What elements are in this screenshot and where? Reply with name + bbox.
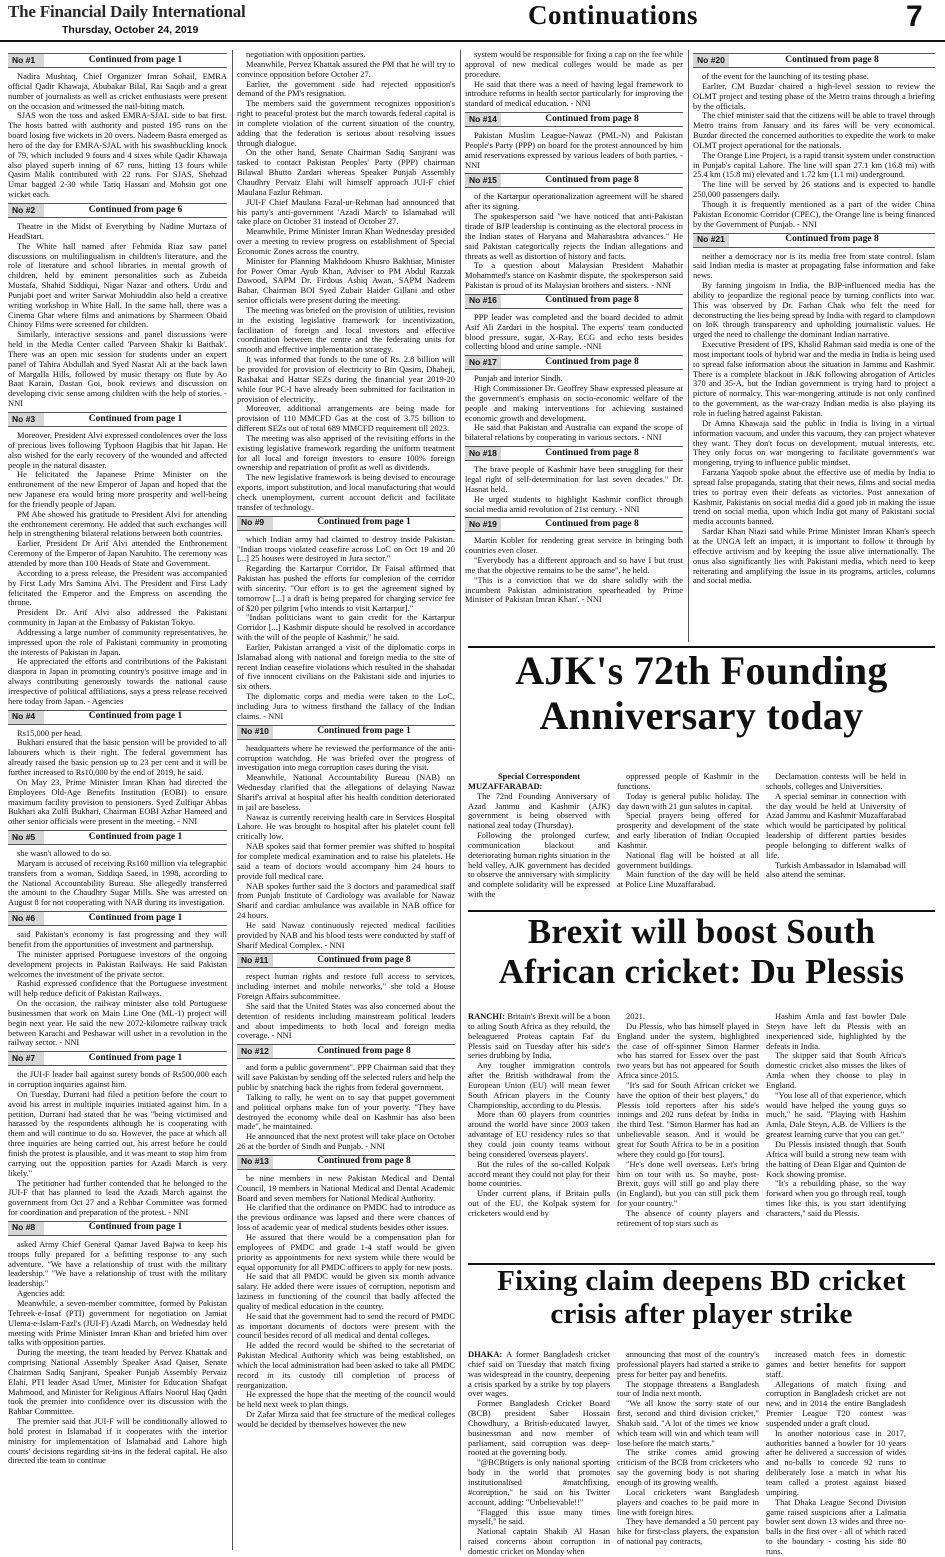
continuation-number: No #12 <box>237 1045 273 1058</box>
headline-line: Brexit will boost South <box>527 912 876 951</box>
continuation-bar <box>465 173 683 188</box>
paragraph: She said that the United States was also concerned about the detention of residents including mainstream political leaders and about impediments to both local and foreign media coverage. - NNI <box>237 1000 455 1041</box>
headline-line: Anniversary today <box>539 693 864 739</box>
paragraph: "Flagged this issue many times myself," he said. <box>468 1506 610 1527</box>
paragraph: More than 60 players from countries around the world have since 2003 taken advantage of EU residency rules so that they could join county teams without being considered 'overseas players'. <box>468 1109 610 1159</box>
headline-line: crisis after player strike <box>550 1297 853 1330</box>
paragraph: "It's a rebuilding phase, so the way forward when you go through real, tough times like this, is you start identifying characters," said du Plessis. <box>766 1178 906 1218</box>
paragraph-text: Britain's Brexit will be a boon to ailing South Africa as they rebuild, the beleaguered Proteas captain Faf du Plessis said on Tuesday after his side's series drubbing by India. <box>468 1011 610 1061</box>
paragraph: Though it is frequently mentioned as a part of the wider China Pakistan Economic Corridor (CPEC), the Orange line is being financed by the Government of Punjab. - NNI <box>693 198 935 229</box>
continued-from-label: Continued from page 8 <box>317 1156 411 1167</box>
paragraph: He announced that the next protest will take place on October 26 at the border of Sindh and Punjab. - NNI <box>237 1131 455 1152</box>
paragraph: Declamation contests will be held in schools, colleges and Universities. <box>766 771 906 791</box>
paragraph: He said that Pakistan and Australia can expand the scope of bilateral relations by cooperating in various sectors. - NNI <box>465 422 683 443</box>
continuation-number: No #19 <box>465 518 501 531</box>
paragraph: SJAS won the toss and asked EMRA-SJAL side to bat first. The hosts batted with authority and posted 195 runs on the board losing five wickets in 20 overs. Nadeem Basra emerged as hero of the day for EMRA-SJAL with his swashbuckling knock of 79, which included 9 fours and 4 sixes while Qadir Khawaja also played superb inning of 67 runs, hitting 13 fours while Qasim Malik contributed with 22 runs. For SJAS, Shehzad Umar bagged 2-30 while Tariq Hassan and Mohsin got one wicket each. <box>8 110 227 200</box>
continued-from-label: Continued from page 1 <box>88 711 183 722</box>
bd-col-2 <box>617 1350 759 1550</box>
paragraph: the JUI-F leader bail against surety bonds of Rs500,000 each in corruption inquiries against him. <box>8 1069 227 1090</box>
paragraph: But the rules of the so-called Kolpak accord meant they could not play for their home countries. <box>468 1158 610 1189</box>
paragraph: Meanwhile, Pervez Khattak assured the PM that he will try to convince opposition before October 27. <box>237 58 455 79</box>
continuation-number: No #15 <box>465 174 501 187</box>
paragraph: 2021. <box>626 1011 645 1021</box>
continued-from-label: Continued from page 8 <box>545 518 639 529</box>
paragraph: He assured that there would be a compensation plan for employees of PMDC and grade 1-4 staff would be given priority as appointments for next system while there would be equal opportunity for all PMDC officers to apply for new posts. <box>237 1231 455 1272</box>
paragraph: PPP leader was completed and the board decided to admit Asif Ali Zardari in the hospital. The experts' team conducted blood pressure, sugar, X-Ray, ECG and echo tests besides collecting blood and urine sample. -NNI <box>465 311 683 352</box>
paragraph: He said Nawaz continuously rejected medical facilities provided by NAB and his blood tests were conducted by staff of Sharif Medical Complex. - NNI <box>237 919 455 950</box>
column-divider <box>460 50 461 1550</box>
dateline: DHAKA: <box>468 1349 503 1359</box>
column-divider <box>232 50 233 1550</box>
paragraph: "We all know the sorry state of our first, second and third division cricket," Shakib said. "A lot of the times we know which team will win and which team will lose before the match starts." <box>617 1398 759 1448</box>
paragraph: The meeting was briefed on the provision of utilities, revision in the existing legislative framework for incentivization, facilitation of foreign and local investors and effective coordination between the centre and the federating units for smooth and effective implementation strategy. <box>237 304 455 355</box>
continuation-bar <box>8 1051 227 1066</box>
paragraph: Earlier, Pakistan arranged a visit of the diplomatic corps in Islamabad along with national and foreign media to the site of recent Indian ceasefire violations which resulted in the shahadat of five innocent civilians on the Pakistani side and injuries to six others. <box>237 641 455 692</box>
paragraph: Nawaz is currently receiving health care in Services Hospital Lahore. He was brought to hospital after his platelet count fell critically low. <box>237 811 455 842</box>
paragraph: Today is general public holiday. The day dawn with 21 gun salutes in capital. <box>617 790 759 811</box>
continued-from-label: Continued from page 1 <box>88 54 183 65</box>
section-title: Continuations <box>528 0 699 30</box>
paragraph: announcing that most of the country's professional players had started a strike to press for better pay and benefits. <box>617 1349 759 1379</box>
ajk-col-2 <box>617 772 759 907</box>
paragraph: On May 23, Prime Minister Imran Khan had directed the Employees Old-Age Benefits Institution (EOBI) to ensure maximum facility provision to pensioners. Syed Zulfiqar Abbas Bukhari aka Zulfi Bukhari, Chairman EOBI Azhar Hameed and other senior officials were present in the meeting. - NNI <box>8 776 227 827</box>
paragraph: He urged students to highlight Kashmir conflict through social media amid revolution of 21st century. - NNI <box>465 493 683 514</box>
paragraph: The spokesperson said "we have noticed that anti-Pakistan tirade of BJP leadership is continuing as the electoral process in the Indian states of Haryana and Maharashtra advances." He said Pakistan categorically rejects the Indian allegations and threats as well as distortion of history and facts. <box>465 211 683 261</box>
paragraph: which Indian army had claimed to destroy inside Pakistan. "Indian troops violated ceasefire across LoC on Oct 19 and 20 [...] 25 houses were destroyed in Jura sector." <box>237 533 455 564</box>
paragraph: In another notorious case in 2017, authorities banned a bowler for 10 years after he delivered a succession of wides and no-balls to concede 92 runs to deliberately lose a match in what his team called a protest against biased umpiring. <box>766 1427 906 1497</box>
masthead-rule <box>0 40 945 42</box>
paragraph: Dr Amna Khawaja said the public in India is living in a virtual information vacuum, and under this vacuum, they can project whatever they want. They don't focus on development, mutual interests, etc. They only focus on war mongering to facilitate government's war mongering, trying to influence public mindset. <box>693 417 935 468</box>
continued-from-label: Continued from page 8 <box>545 356 639 367</box>
paragraph: Following the prolonged curfew, communication blackout and deteriorating human rights situation in the held valley, AJK government has decided to observe the anniversary with simplicity and complete solidarity will be expressed with the <box>468 830 610 900</box>
continuation-number: No #17 <box>465 356 501 369</box>
paragraph: NAB spokes further said the 3 doctors and paramedical staff from Punjab Institute of Cardiology was available for Nawaz Sharif and cardiac ambulance was available in NAB office for 24 hours. <box>237 880 455 921</box>
continuation-bar <box>237 1044 455 1059</box>
paragraph: The minister apprised Portuguese investors of the ongoing development projects in Pakistan Railways. He said Pakistan welcomes the investment of the private sector. <box>8 948 227 979</box>
headline-bd <box>468 1263 935 1347</box>
paragraph: Similarly, interactive sessions and panel discussions were held in the Media Center called 'Parveen Shakir ki Baithak'. There was an open mic session for students under an expert panel of Tahira Abdullah and Syed Nasrat Ali at the back lawn of Margalla Hills, followed by music therapy on flute by Ao Baat Karain, Dastan Goi, book reviews and discussion on developing civic sense among children with the help of stories. -NNI <box>8 329 227 409</box>
headline-line: African cricket: Du Plessis <box>498 951 905 991</box>
paragraph: Minister for Planning Makhdoom Khusro Bakhtiar, Minister for Power Omar Ayub Khan, Adviser to PM Abdul Razzak Dawood, SAPM Dr. Firdous Ashiq Awan, SAPM Nadeem Babar, Chairman BOI Syed Zubair Haider Gillani and other senior officials were present during the meeting. <box>237 255 455 306</box>
paragraph: Earlier, President Dr Arif Alvi attended the Enthronement Ceremony of the Emperor of Japan Naruhito. The ceremony was attended by more than 100 Heads of State and Government. <box>8 538 227 568</box>
paragraph: Earlier, CM Buzdar chaired a high-level session to review the OLMT project and testing phase of the Metro trains through a briefing by the officials. <box>693 80 935 111</box>
continuation-number: No #8 <box>8 1222 44 1235</box>
paragraph: Special prayers being offered for prosperity and development of the state and early liberation of Indian Occupied Kashmir. <box>617 810 759 850</box>
paragraph: Meanwhile, a seven-member committee, formed by Pakistan Tehreek-e-Insaf (PTI) government for negotiation on Jamiat Ulema-e-Islam-Fazl's (JUI-F) Azadi March, on Wednesday held meeting with Prime Minister Imran Khan and briefed him over talks with opposition parties. <box>8 1297 227 1348</box>
continued-from-label: Continued from page 8 <box>317 954 411 965</box>
paragraph: Pakistan Muslim League-Nawaz (PML-N) and Pakistan People's Party (PPP) on board for the protest announced by him amid reservations expressed by various leaders of both parties. - NNI <box>465 130 683 170</box>
column-4 <box>693 50 935 642</box>
paragraph: Turkish Ambassador in Islamabad will also attend the seminar. <box>766 859 906 880</box>
paragraph: A special seminar in connection with the day would be held at University of Azad Jammu and Kashmir Muzaffarabad which would be participated by political leadership of different parties besides people belonging to different walks of life. <box>766 790 906 860</box>
continued-from-label: Continued from page 8 <box>545 113 639 124</box>
continuation-bar <box>465 517 683 532</box>
continued-from-label: Continued from page 8 <box>785 234 879 245</box>
paragraph: headquarters where he reviewed the performance of the anti-corruption watchdog. He was briefed over the progress of investigation into mega corruption cases during the visit. <box>237 742 455 773</box>
paragraph: The new legislative framework is being devised to encourage exports, import substitution, and local manufacturing that would check unemployment, current account deficit and facilitate transfer of technology. <box>237 472 455 512</box>
continued-from-label: Continued from page 1 <box>88 413 183 424</box>
paper-name: The Financial Daily International <box>8 2 246 21</box>
paragraph: On the other hand, Senate Chairman Sadiq Sanjrani was tasked to contact Pakistan Peoples' Party (PPP) chairman Bilawal Bhutto Zardari whereas Speaker Punjab Assembly Chaudhry Pervaiz Elahi will himself approach JUI-F chief Maulana Fazlur Rehman. <box>237 147 455 197</box>
bd-col-1 <box>468 1349 610 1556</box>
paragraph: The absence of county players and retirement of top stars such as <box>617 1207 759 1228</box>
paragraph: Punjab and interior Sindh. <box>474 373 563 384</box>
continuation-bar <box>8 1221 227 1236</box>
paragraph: Allegations of match fixing and corruption in Bangladesh cricket are not new, and in 2014 the entire Bangladesh Premier League T20 contest was suspended under a graft cloud. <box>766 1378 906 1428</box>
paragraph <box>468 1350 610 1399</box>
continuation-number: No #18 <box>465 447 501 460</box>
paragraph: The line will be served by 26 stations and is expected to handle 250,000 passengers daily. <box>693 179 935 200</box>
continuation-number: No #14 <box>465 113 501 126</box>
continuation-number: No #1 <box>8 54 44 67</box>
column-1 <box>8 50 227 1550</box>
continued-from-label: Continued from page 8 <box>545 447 639 458</box>
continuation-bar <box>237 725 455 740</box>
paragraph: Meanwhile, Prime Minister Imran Khan Wednesday presided over a meeting to review progress on establishment of Special Economic Zones across the country. <box>237 226 455 256</box>
paragraph: He said that there was a need of having legal framework to introduce reforms in health sector particularly for improving the standard of medical education. - NNI <box>465 78 683 109</box>
ajk-col-1 <box>468 772 610 907</box>
continuation-number: No #11 <box>237 954 273 967</box>
continuation-number: No #13 <box>237 1156 273 1169</box>
paragraph: Rs15,000 per head. <box>17 727 83 738</box>
paragraph: said Pakistan's economy is fast progressing and they will benefit from the opportunities of investment and partnership. <box>8 929 227 949</box>
continued-from-label: Continued from page 1 <box>88 912 183 923</box>
issue-date: Thursday, October 24, 2019 <box>62 24 199 36</box>
paragraph: Earlier, the government side had rejected opposition's demand of the PM's resignation. <box>237 78 455 99</box>
paragraph: she wasn't allowed to do so. <box>17 848 112 859</box>
paragraph: Farzana Yaqoob spoke about the effective use of media by India to spread false propaganda, stating that their news, films and social media tries to portray even their defeats as victories. Post annexation of Kashmir, Pakistanis on social media did a good job in making the issue trend on social media, upon which India got many of Pakistani social media accounts banned. <box>693 467 935 527</box>
paragraph: oppressed people of Kashmir in the functions. <box>617 771 759 791</box>
paragraph: National captain Shakib Al Hasan raised concerns about corruption in domestic cricket on Monday when <box>468 1526 610 1556</box>
continuation-number: No #2 <box>8 204 44 217</box>
paragraph: The strike comes amid growing criticism of the BCB from cricketers who say the governing body is not sharing enough of its growing wealth. <box>617 1447 759 1487</box>
paragraph: "Everybody has a different approach and so have I but trust me that the objective remains to be the same", he held. <box>465 555 683 575</box>
paragraph: He felicitated the Japanese Prime Minister on the enthronement of the new Emperor of Japan and hoped that the new Japanese era would bring more prosperity and well-being for the friendly people of Japan. <box>8 469 227 509</box>
continuation-bar <box>237 516 455 531</box>
continued-from-label: Continued from page 1 <box>88 1052 183 1063</box>
paragraph: be nine members in new Pakistan Medical and Dental Council, 19 members in National Medical and Dental Academic Board and seven members for National Medical Authority. <box>237 1172 455 1203</box>
paragraph: asked Army Chief General Qamar Javed Bajwa to keep his troops fully prepared for a befitting response to any such adventure. "We have a relationship of trust with the military leadership." "We have a relationship of trust with the military leadership." <box>8 1238 227 1289</box>
paragraph: Local cricketers want Bangladesh players and coaches to be paid more in line with foreign hires. <box>617 1486 759 1517</box>
paragraph: The brave people of Kashmir have been struggling for their legal right of self-determination for last seven decades." Dr. Hasnat held. <box>465 464 683 494</box>
continuation-number: No #16 <box>465 295 501 308</box>
paragraph: He added the record would be shifted to the secretariat of Pakistan Medical Authority which was being established, on which the local administration had been asked to take all PMDC record in its custody till completion of process of reorganization. <box>237 1340 455 1390</box>
paragraph: of the Kartarpur operationalization agreement will be shared after its signing. <box>465 191 683 212</box>
paragraph: Agencies add: <box>17 1288 66 1299</box>
paragraph: The premier said that JUI-F will be conditionally allowed to hold protest in Islamabad if it cooperates with the interior ministry for implementation of Islamabad and Lahore high courts' decisions regarding sit-ins in the federal capital. He also directed the team to continue <box>8 1416 227 1466</box>
paragraph: The stoppage threatens a Bangladesh tour of India next month. <box>617 1378 759 1399</box>
headline-brexit <box>468 910 935 1010</box>
continuation-bar <box>8 710 227 725</box>
paragraph: He clarified that the ordinance on PMDC had to introduce as the previous ordinance was lapsed and there were chances of loss of academic year of medical students besides other issues. <box>237 1202 455 1233</box>
paragraph: To a question about Malaysian President Mahathir Mohammed's stance on Kashmir dispute, the spokesperson said Pakistan is proud of its Malaysian brothers and sisters. - NNI <box>465 260 683 291</box>
continuation-bar <box>465 112 683 127</box>
paragraph: They have demanded a 50 percent pay hike for first-class players, the expansion of national pay contracts, <box>617 1516 759 1547</box>
column-2 <box>237 50 455 1550</box>
continuation-bar <box>237 1155 455 1170</box>
continued-from-label: Continued from page 1 <box>317 517 411 528</box>
brexit-col-2 <box>617 1012 759 1258</box>
paragraph: respect human rights and restore full access to services, including internet and mobile networks," she told a House Foreign Affairs subcommittee. <box>237 971 455 1002</box>
continuation-number: No #4 <box>8 711 44 724</box>
paragraph: and form a public government". PPP Chairman said that they will save Pakistan by sending off the selected rulers and help the public by snatching back the rights from federal government. <box>237 1062 455 1092</box>
continuation-bar <box>8 203 227 218</box>
paragraph: Martin Kobler for rendering great service in bringing both countries even closer. <box>465 535 683 556</box>
paragraph: The meeting was also apprised of the revisiting efforts in the existing legislative framework regarding the uniform treatment for all local and foreign investors to ensure 100% foreign ownership and repatriation of profit as well as dividends. <box>237 432 455 473</box>
paragraph: National flag will be hoisted at all government buildings. <box>617 849 759 870</box>
paragraph: Du Plessis, who has himself played in England under the system, highlighted the case of off-spinner Simon Harmer who has starred for Essex over the past two years but has not appeared for South Africa since 2015. <box>617 1020 759 1081</box>
continuation-bar <box>8 412 227 427</box>
paragraph: Talking to rally, he went on to say that puppet government and political orphans make fun of your poverty. "They have destroyed the economy while deal on Kashmir has also been made", he maintained. <box>237 1091 455 1132</box>
continued-from-label: Continued from page 8 <box>545 295 639 306</box>
paragraph <box>468 1012 610 1061</box>
column-divider <box>688 50 689 642</box>
byline: MUZAFFARABAD: <box>468 780 543 791</box>
paragraph: Meanwhile, National Accountability Bureau (NAB) on Wednesday clarified that the allegations of delaying Nawaz Sharif's arrival at hospital after his health condition deteriorated in jail are baseless. <box>237 772 455 812</box>
headline-line: Fixing claim deepens BD cricket <box>497 1265 906 1297</box>
paragraph: Former Bangladesh Cricket Board (BCB) president Saber Hossain Chowdhury, a British-educated lawyer, businessman and now member of parliament, said corruption was deep-rooted at the governing body. <box>468 1398 610 1458</box>
paragraph: neither a democracy nor is its media free from state control. Islam said Indian media is master at propagating false information and fake news. <box>693 250 935 281</box>
paragraph: JUI-F Chief Maulana Fazal-ur-Rehman had announced that his party's anti-government 'Azadi March' to Islamabad will take place on October 31 instead of October 27. <box>237 196 455 227</box>
continuation-bar <box>693 233 935 248</box>
paragraph: The members said the government recognizes opposition's right to peaceful protest but the march towards federal capital is in complete violation of the current situation of the country, adding that the federation is serious about resolving issues through dialogue. <box>237 98 455 148</box>
continued-from-label: Continued from page 8 <box>785 54 879 65</box>
paragraph: negotiation with opposition parties. <box>246 49 366 59</box>
continued-from-label: Continued from page 1 <box>88 1222 183 1233</box>
paragraph: The 72nd Founding Anniversary of Azad Jammu and Kashmir (AJK) government is being observed with national zeal today (Thursday). <box>468 790 610 831</box>
byline: Special Correspondent <box>497 771 581 781</box>
paragraph: The petitioner had further contended that he belonged to the JUI-F that has planned to lead the Azadi March against the government from Oct 27 and a Rehbar Committee was formed for coordination and preparation of the protest. - NNI <box>8 1177 227 1218</box>
paragraph: system would be responsible for fixing a cap on the fee while approval of new medical colleges would be made as per procedure. <box>465 49 683 79</box>
paragraph: Main function of the day will be held at Police Line Muzaffarabad. <box>617 869 759 890</box>
paragraph: The skipper said that South Africa's domestic cricket also misses the likes of Amla when they choose to play in England. <box>766 1050 906 1090</box>
paragraph: Bukhari ensured that the basic pension will be provided to all labourers which is their right. The federal government has already raised the basic pension up to 23 per cent and it will be further increased to Rs10,000 by the end of 2019, he said. <box>8 737 227 777</box>
paragraph: Regarding the Kartarpur Corridor, Dr Faisal affirmed that Pakistan has pushed the efforts for completion of the corridor with sincerity. "Our effort is to get the agreement signed by tomorrow [...] a draft is being prepared for charging service fee of $20 per pilgrim [who intends to visit Kartarpur]." <box>237 563 455 613</box>
paragraph: By fanning jingoism in India, the BJP-influenced media has the ability to jeopardize the regional peace by turning conflicts into war. This was observed by Dr. Farhan Chak who felt the need for deconstructing the lies being spread by India with regard to clampdown on IoK through transparency and upholding journalistic values. He urged the need to challenge the dominant Indian narrative. <box>693 280 935 340</box>
paragraph: Executive President of IPS, Khalid Rahman said media is one of the most important tools of hybrid war and the media in India is being used to spread false information about the situation in Jammu and Kashmir. There is a complete blackout in J&K following abrogation of Articles 370 and 35-A, but the Indian government is trying hard to project a picture of normalcy. This war-mongering attitude is not only confined to the government, as the war-crazy Indian media is also playing its role in fueling hatred against Pakistan. <box>693 339 935 418</box>
paragraph: Sardar Khan Niazi said while Prime Minister Imran Khan's speech at the UNGA left an impact, it is important to follow it through by effective activism and by keeping the issue alive internationally. The onus also significantly lies with Pakistani media, which need to keep reiterating and amplifying the issue in its programs, articles, columns and social media. <box>693 526 935 586</box>
continued-from-label: Continued from page 8 <box>317 1045 411 1056</box>
continuation-number: No #9 <box>237 517 273 530</box>
paragraph: increased match fees in domestic games and better benefits for support staff. <box>766 1349 906 1379</box>
continuation-number: No #6 <box>8 912 44 925</box>
continuation-bar <box>693 53 935 68</box>
continuation-bar <box>465 355 683 370</box>
paragraph: NAB spokes said that former premier was shifted to hospital for complete medical examination and to raise his platelets. He said a team of doctors would accompany him 24 hours to provide full medical care. <box>237 841 455 881</box>
paragraph: "It's sad for South African cricket we have the option of their best players," du Plessis told reporters after his side's innings and 202 runs defeat by India in the third Test. "Simon Harmer has had an unbelievable season. And it would be great for South Africa to be in a position where they could go [for tours]. <box>617 1079 759 1159</box>
paragraph: Theatre in the Midst of Everything by Nadine Murtaza of HeadStart. <box>8 220 227 241</box>
continuation-bar <box>8 53 227 68</box>
paragraph: He expressed the hope that the meeting of the council would be held next week to plan things. <box>237 1389 455 1410</box>
paragraph: It was informed that funds to the tune of Rs. 2.8 billion will be provided for provision of electricity to Bin Qasim, Dhabeji, Rashakai and Hattar SEZs during the financial year 2019-20 while four PC-I have already been submitted for facilitation in provision of electricity. <box>237 354 455 404</box>
paragraph: That Dhaka League Second Division game raised suspicions after a Lalmatia bowler sent down 13 wides and three no-balls in the first over - all of which raced to the boundary - costing his side 80 runs. <box>766 1496 906 1556</box>
paragraph: High Commissioner Dr. Geoffrey Shaw expressed pleasure at the government's emphasis on socio-economic welfare of the people and making interventions for achieving sustained economic growth and development. <box>465 383 683 423</box>
paragraph: Moreover, President Alvi expressed condolences over the loss of precious lives following Typhoon Hagibis that hit Japan. He also wished for the early recovery of the wounded and affected people in the natural disaster. <box>8 430 227 470</box>
continuation-number: No #7 <box>8 1052 44 1065</box>
paragraph: Dr Zafar Mirza said that fee structure of the medical colleges would be decided by themselves however the new <box>237 1409 455 1429</box>
paragraph: The diplomatic corps and media were taken to the LoC, including Jura to witness firsthand the fallacy of the Indian claims. - NNI <box>237 691 455 721</box>
headline-ajk <box>468 646 935 768</box>
brexit-col-3 <box>766 1012 906 1258</box>
paragraph-text: A former Bangladesh cricket chief said on Tuesday that match fixing was widespread in the country, deepening a crisis sparked by a strike by top players over wages. <box>468 1349 610 1399</box>
continuation-bar <box>8 911 227 926</box>
paragraph: Addressing a large number of community representatives, he impressed upon the role of Pakistani community in promoting the interests of Pakistan in Japan. <box>8 626 227 657</box>
paragraph: "This is a conviction that we do share solidly with the incumbent Pakistan administration spearheaded by Prime Minister of Pakistan Imran Khan'. - NNI <box>465 574 683 605</box>
paragraph: During the meeting, the team headed by Pervez Khattak and comprising National Assembly Speaker Asad Qaiser, Senate Chairman Sadiq Sanjrani, Speaker Punjab Assembly Pervaiz Elahi, PTI leader Asad Umer, Minister for Education Shafqat Mahmood, and Minister for Religious Affairs Noorul Haq Qadri took the premier into confidence over its discussion with the Rahbar Committee. <box>8 1347 227 1417</box>
paragraph: PM Abe showed his gratitude to President Alvi for attending the enthronement ceremony. He added that such exchanges will help in strengthening bilateral relations between both countries. <box>8 508 227 539</box>
paragraph: He said that all PMDC would be given six month advance salary. He added there were issues of corruption, nepotism and laziness in functioning of the council that badly affected the quality of medical education in the country. <box>237 1271 455 1311</box>
paragraph: The Orange Line Project, is a rapid transit system under construction in Punjab's capital Lahore. The line will span 27.1 km (16.8 mi) with 25.4 km (15.8 mi) elevated and 1.72 km (1.1 mi) underground. <box>693 149 935 180</box>
continuation-bar <box>237 953 455 968</box>
paragraph: Hashim Amla and fast bowler Dale Steyn have left du Plessis with an inexperienced side, highlighted by the defeats in India. <box>766 1011 906 1051</box>
continued-from-label: Continued from page 6 <box>88 204 183 215</box>
paragraph: Nadira Mushtaq, Chief Organizer Imran Sohail, EMRA official Qadir Khawaja, Abubakar Bilal, Rai Saqib and a great number of journalists as well as cricket enthusiasts were present on the occasion and witnessed the nail-biting match. <box>8 71 227 111</box>
paragraph: President Dr. Arif Alvi also addressed the Pakistani community in Japan at the Embassy of Pakistan Tokyo. <box>8 607 227 628</box>
continued-from-label: Continued from page 8 <box>545 175 639 186</box>
bd-col-3 <box>766 1349 906 1556</box>
ajk-col-3 <box>766 772 906 907</box>
dateline: RANCHI: <box>468 1011 506 1021</box>
paragraph: According to a press release, the President was accompanied by First Lady Mrs Samina Alvi. The President and First Lady felicitated the Emperor and the Empress on ascending the throne. <box>8 567 227 608</box>
paragraph: of the event for the launching of its testing phase. <box>702 71 869 81</box>
paragraph: Any tougher immigration controls after the British withdrawal from the European Union (EU) will mean fewer South African players in the County Championship, according to du Plessis. <box>468 1060 610 1110</box>
paragraph: He appreciated the efforts and contributions of the Pakistani diaspora in Japan in promoting country's positive image and in always contributing generously towards the national cause irrespective of political affiliations, says a press release received here today from Japan. - Agencies <box>8 656 227 706</box>
continuation-bar <box>8 830 227 845</box>
continued-from-label: Continued from page 1 <box>317 726 411 737</box>
paragraph: On the occasion, the railway minister also told Portuguese businessmen that work on Main Line One (ML-1) project will begin next year. He said the new 2072-kilometre railway track between Karachi and Peshawar will usher in a revolution in the railway sector. - NNI <box>8 998 227 1048</box>
paragraph: He said that the government had to send the record of PMDC as important documents of doctors were present with the council besides record of all medical and dental colleges. <box>237 1310 455 1341</box>
paragraph: "@BCBtigers is only national sporting body in the world that promotes institutionalised #matchfixing, #corruption," he said on his Twitter account, adding: "Unbelievable!!" <box>468 1457 610 1507</box>
paragraph: The White hall named after Fehmida Riaz saw panel discussions on multilingualism in children's literature, and the role of literature and school libraries in mental growth of children, held by eminent personalities such as Zubeida Mustafa, Shahid Siddiqui, Nigar Nazar and others. Urdu and Punjabi poet and writer Sarwat Mohiuddin also held a creative writing workshop in White Hall. In the same hall, there was a Cinema Ghar where films and animations by Sharmeen Obaid Chinoy Films were screened for children. <box>8 240 227 330</box>
continuation-number: No #21 <box>693 234 729 247</box>
paragraph: Moreover, additional arrangements are being made for provision of 110 MMCFD Gas at the cost of 3.75 billion to different SEZs out of total 689 MMCFD requirement till 2023. <box>237 403 455 434</box>
continued-from-label: Continued from page 1 <box>88 831 183 842</box>
paragraph: On Tuesday, Durrani had filed a petition before the court to avoid his arrest in multiple inquiries initiated against him. In a petition, Durrani had stated that he was "being victimised and harassed by the respondents although he is cooperating with them and will continue to do so. However, the pace at which all three inquiries are being carried out, his arrest before he could finish the protest is plausible, and it was meant to stop him from carrying out the opposition parties for Azadi March is very likely." <box>8 1088 227 1178</box>
continuation-number: No #5 <box>8 831 44 844</box>
paragraph: "You lose all of that experience, which would have helped the young guys so much," he said. "Playing with Hashim Amla, Dale Steyn, A.B. de Villiers is the greatest learning curve that you can get." <box>766 1089 906 1140</box>
page-number: 7 <box>906 0 923 33</box>
paragraph: Du Plessis insisted though that South Africa will build a strong new team with the batting of Dean Elgar and Quinton de Kock showing promise. <box>766 1138 906 1179</box>
paragraph: Under current plans, if Britain pulls out of the EU, the Kolpak system for cricketers would end by <box>468 1188 610 1218</box>
brexit-col-1 <box>468 1012 610 1258</box>
paragraph: Rashid expressed confidence that the Portuguese investment will help reduce deficit of Pakistan Railways. <box>8 978 227 999</box>
headline-line: AJK's 72th Founding <box>515 648 888 693</box>
continuation-number: No #20 <box>693 54 729 67</box>
continuation-number: No #3 <box>8 413 44 426</box>
paragraph: Maryam is accused of receiving Rs160 million via telegraphic transfers from a woman, Siddiqa Saeed, in 1998, according to the National Accountability Bureau. She allegedly transferred the amount to the Chaudhry Sugar Mills. She was arrested on August 8 for not cooperating with NAB during its investigation. <box>8 857 227 908</box>
paragraph: The chief minister said that the citizens will be able to travel through Metro trains from January and its fares will be very economical. Buzdar directed the concerned authorities to expedite the work to make OLMT project operational for the nationals. <box>693 110 935 150</box>
column-3 <box>465 50 683 642</box>
continuation-bar <box>465 294 683 309</box>
paragraph: "Indian politicians want to gain credit for the Kartarpur Corridor [...] Kashmir dispute should be resolved in accordance with the will of the people of Kashmir," he said. <box>237 612 455 643</box>
continuation-number: No #10 <box>237 726 273 739</box>
paragraph: "He's done well overseas. Let's bring him on tour with us. So maybe, post-Brexit, guys will still go and play there (in England), but you can still pick them for your country." <box>617 1158 759 1209</box>
continuation-bar <box>465 446 683 461</box>
